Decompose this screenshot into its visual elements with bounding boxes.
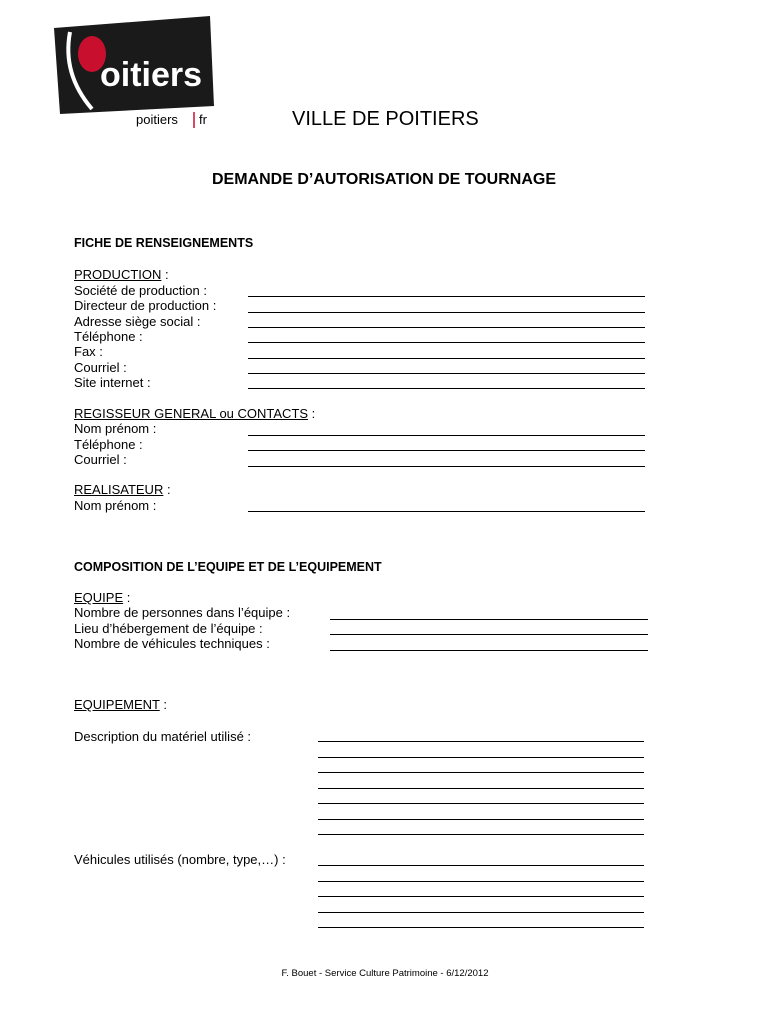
input-line-societe[interactable] [248,296,645,297]
input-line-description[interactable] [318,741,644,742]
field-label: Lieu d’hébergement de l’équipe : [74,621,263,636]
realisateur-heading: REALISATEUR : [74,482,171,497]
field-label: Téléphone : [74,437,143,452]
field-label: Nom prénom : [74,421,157,436]
field-label: Nombre de personnes dans l’équipe : [74,605,291,620]
input-line-vehicules[interactable] [318,881,644,882]
input-line-nb-vehicules[interactable] [330,650,648,651]
input-line-nb-personnes[interactable] [330,619,648,620]
field-label: Nom prénom : [74,498,157,513]
field-label: Adresse siège social : [74,314,201,329]
svg-text:fr: fr [199,112,207,127]
description-label: Description du matériel utilisé : [74,729,252,744]
field-label: Site internet : [74,375,151,390]
vehicules-label: Véhicules utilisés (nombre, type,…) : [74,852,286,867]
input-line-telephone[interactable] [248,342,645,343]
input-line-site[interactable] [248,388,645,389]
input-line-adresse[interactable] [248,327,645,328]
input-line-regisseur-nom[interactable] [248,435,645,436]
input-line-courriel[interactable] [248,373,645,374]
input-line-description[interactable] [318,788,644,789]
form-subtitle: DEMANDE D’AUTORISATION DE TOURNAGE [212,171,557,188]
input-line-description[interactable] [318,834,644,835]
poitiers-logo [52,14,222,130]
page-footer: F. Bouet - Service Culture Patrimoine - 6/12/2012 [281,968,489,979]
input-line-fax[interactable] [248,358,645,359]
city-title: VILLE DE POITIERS [292,108,479,130]
input-line-description[interactable] [318,757,644,758]
field-label: Nombre de véhicules techniques : [74,636,270,651]
input-line-directeur[interactable] [248,312,645,313]
equipe-heading: EQUIPE : [74,590,131,605]
field-label: Courriel : [74,452,127,467]
input-line-vehicules[interactable] [318,912,644,913]
regisseur-heading: REGISSEUR GENERAL ou CONTACTS : [74,406,316,421]
input-line-description[interactable] [318,819,644,820]
input-line-hebergement[interactable] [330,634,648,635]
input-line-regisseur-tel[interactable] [248,450,645,451]
section-fiche-heading: FICHE DE RENSEIGNEMENTS [74,236,254,250]
section-composition-heading: COMPOSITION DE L’EQUIPE ET DE L’EQUIPEMENT [74,560,382,574]
field-label: Fax : [74,344,103,359]
field-label: Société de production : [74,283,207,298]
input-line-description[interactable] [318,772,644,773]
input-line-regisseur-courriel[interactable] [248,466,645,467]
input-line-description[interactable] [318,803,644,804]
field-label: Directeur de production : [74,298,217,313]
input-line-realisateur-nom[interactable] [248,511,645,512]
field-label: Courriel : [74,360,127,375]
input-line-vehicules[interactable] [318,865,644,866]
equipement-heading: EQUIPEMENT : [74,697,167,712]
svg-text:poitiers: poitiers [136,112,178,127]
production-heading: PRODUCTION : [74,267,169,282]
svg-text:oitiers: oitiers [100,56,203,94]
field-label: Téléphone : [74,329,143,344]
input-line-vehicules[interactable] [318,896,644,897]
input-line-vehicules[interactable] [318,927,644,928]
